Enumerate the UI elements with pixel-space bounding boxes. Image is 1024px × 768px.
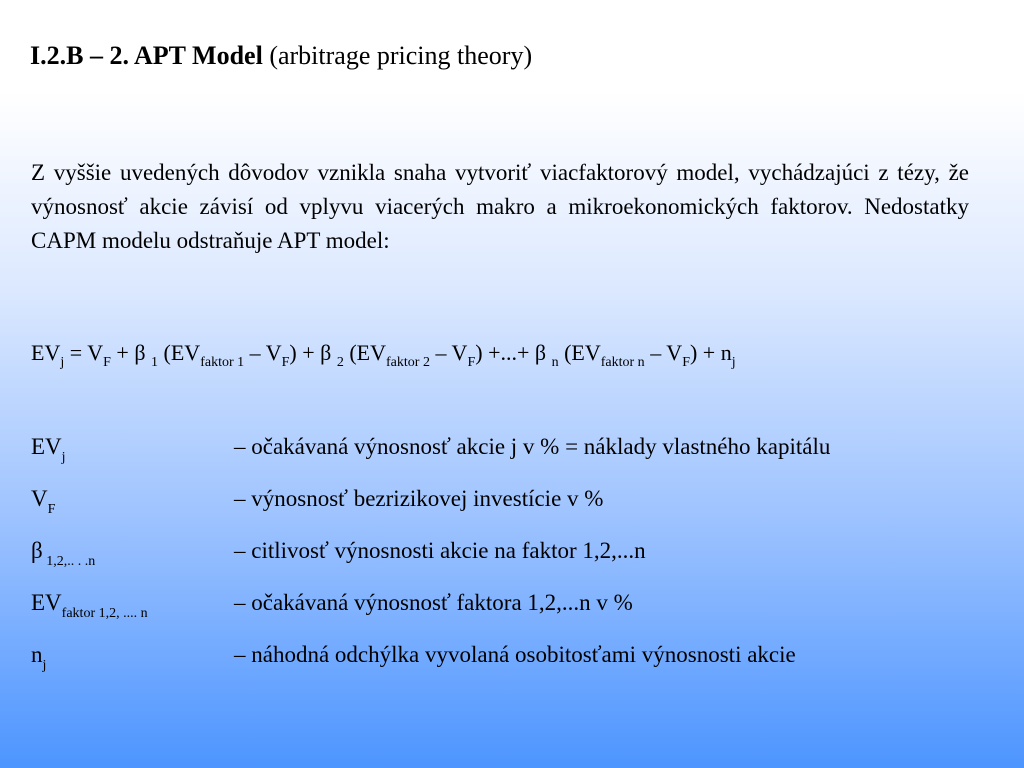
- formula-text: – V: [429, 340, 468, 365]
- formula-text: EV: [31, 340, 61, 365]
- term-subscript: F: [47, 502, 56, 517]
- formula-text: – V: [644, 340, 683, 365]
- definition-description: – očakávaná výnosnosť akcie j v % = náklady vlastného kapitálu: [234, 434, 831, 459]
- formula-text: + β: [110, 340, 152, 365]
- term-symbol: EV: [31, 434, 62, 459]
- formula-text: ) +...+ β: [475, 340, 552, 365]
- formula-text: ) + β: [289, 340, 337, 365]
- title-normal: (arbitrage pricing theory): [269, 41, 533, 70]
- apt-formula: [31, 338, 736, 368]
- formula-subscript: faktor 1: [200, 355, 245, 370]
- formula-subscript: F: [682, 355, 690, 370]
- definition-description: – očakávaná výnosnosť faktora 1,2,...n v %: [234, 590, 633, 615]
- definition-term: [31, 586, 148, 620]
- term-symbol: β: [31, 538, 43, 563]
- formula-subscript: faktor n: [600, 355, 645, 370]
- definition-term: [31, 638, 46, 672]
- definition-term: [31, 430, 66, 464]
- formula-subscript: F: [467, 355, 476, 370]
- definition-description: – citlivosť výnosnosti akcie na faktor 1,2,...n: [234, 538, 646, 563]
- term-subscript: j: [42, 658, 47, 673]
- formula-subscript: j: [731, 355, 736, 370]
- title-bold: I.2.B – 2. APT Model: [30, 41, 263, 70]
- definitions-list: [31, 430, 981, 690]
- term-symbol: n: [31, 642, 43, 667]
- formula-subscript: 1: [151, 355, 159, 370]
- definition-row-ev-j: [31, 430, 981, 482]
- definition-row-n-j: [31, 638, 981, 690]
- formula-subscript: F: [103, 355, 111, 370]
- term-subscript: j: [61, 450, 66, 465]
- formula-subscript: F: [281, 355, 290, 370]
- formula-text: (EV: [158, 340, 201, 365]
- intro-paragraph: Z vyššie uvedených dôvodov vznikla snaha vytvoriť viacfaktorový model, vychádzajúci z tézy, že výnosnosť akcie závisí od vplyvu viacerých makro a mikroekonomických faktorov. Nedostatky CAPM modelu odstraňuje APT model:: [31, 160, 969, 253]
- definition-row-ev-faktor: [31, 586, 981, 638]
- formula-subscript: faktor 2: [386, 355, 430, 370]
- formula-subscript: j: [60, 355, 65, 370]
- formula-text: ) + n: [689, 340, 732, 365]
- term-symbol: V: [31, 486, 48, 511]
- formula-text: = V: [64, 340, 104, 365]
- formula-subscript: 2: [336, 355, 344, 370]
- definition-term: [31, 534, 95, 568]
- definition-term: [31, 482, 55, 516]
- formula-text: – V: [244, 340, 282, 365]
- term-symbol: EV: [31, 590, 62, 615]
- formula-text: (EV: [343, 340, 387, 365]
- formula-text: (EV: [558, 340, 601, 365]
- definition-row-v-f: [31, 482, 981, 534]
- formula-subscript: n: [551, 355, 559, 370]
- definition-description: – výnosnosť bezrizikovej investície v %: [234, 486, 604, 511]
- definition-description: – náhodná odchýlka vyvolaná osobitosťami výnosnosti akcie: [234, 642, 796, 667]
- slide-title: [30, 38, 532, 74]
- term-subscript: faktor 1,2, .... n: [61, 606, 148, 621]
- definition-row-beta: [31, 534, 981, 586]
- term-subscript: 1,2,.. . .n: [42, 554, 96, 569]
